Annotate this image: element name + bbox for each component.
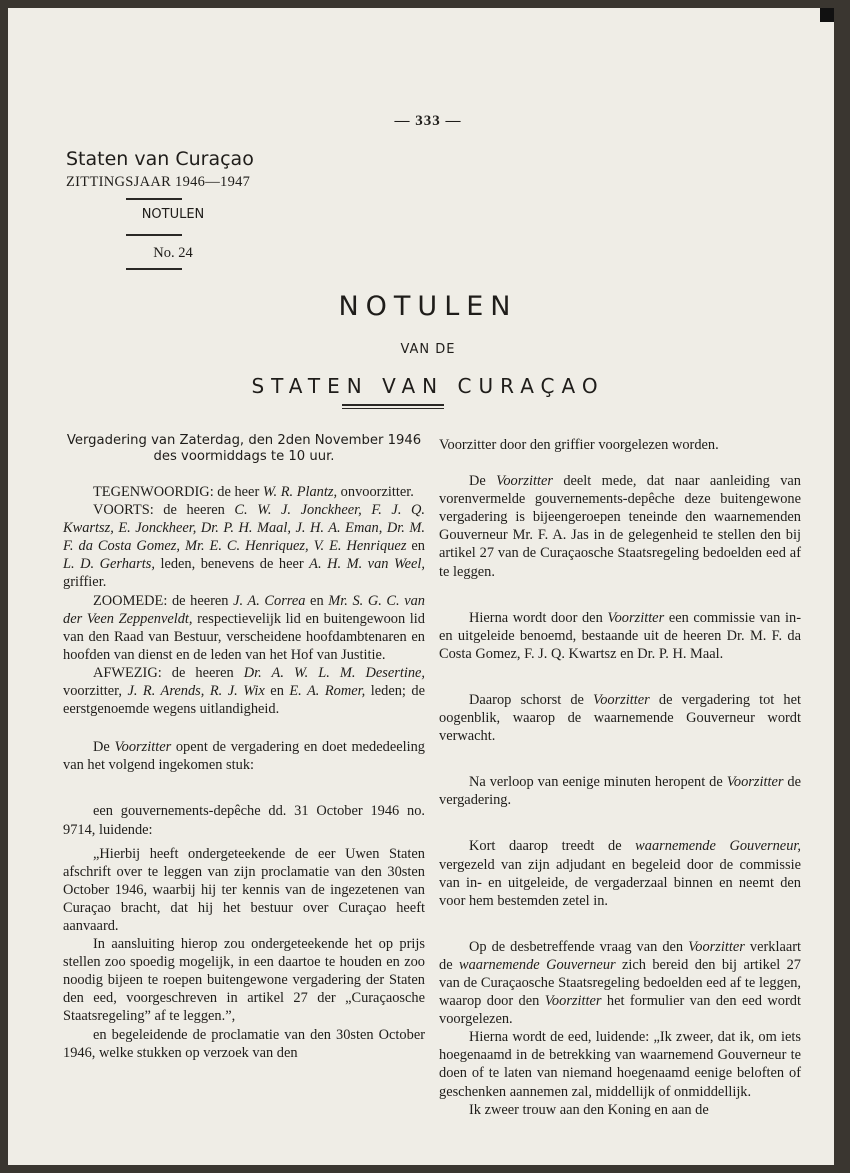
paragraph-enter: Kort daarop treedt de waarnemende Gouverneur, vergezeld van zijn adjudant en begeleid door de commissie van in- en uitgeleide, de vergaderzaal binnen en neemt den voor hem bestemden zetel in. <box>439 838 801 909</box>
paragraph-absent: AFWEZIG: de heeren Dr. A. W. L. M. Desertine, voorzitter, J. R. Arends, R. J. Wix en E. A. Romer, leden; de eerstgenoemde wegens uitlandigheid. <box>63 664 426 718</box>
left-column <box>63 433 425 1062</box>
paragraph-commission: Hierna wordt door den Voorzitter een commissie van in- en uitgeleide benoemd, bestaande uit de heeren Dr. M. F. da Costa Gomez, F. J. Q. Kwartsz en Dr. P. H. Maal. <box>439 609 801 662</box>
document-page <box>8 8 834 1165</box>
header-title: Staten van Curaçao <box>66 148 254 170</box>
right-column <box>439 436 801 1119</box>
paragraph-opens: De Voorzitter opent de vergadering en doet mededeeling van het volgend ingekomen stuk: <box>63 739 425 774</box>
minutes-number: No. 24 <box>153 245 193 261</box>
title-underline <box>342 408 444 409</box>
subtitle: VAN DE <box>400 342 456 357</box>
paragraph-present: TEGENWOORDIG: de heer W. R. Plantz, onvoorzitter. <box>93 484 414 500</box>
main-title: NOTULEN <box>338 291 518 322</box>
paragraph-swear: Ik zweer trouw aan den Koning en aan de <box>469 1101 709 1118</box>
meeting-heading: Vergadering van Zaterdag, den 2den November 1946 des voormiddags te 10 uur. <box>66 433 422 464</box>
paragraph-reopen: Na verloop van eenige minuten heropent de Voorzitter de vergadering. <box>439 774 802 809</box>
paragraph-read: Voorzitter door den griffier voorgelezen worden. <box>439 437 719 453</box>
paragraph-question: Op de desbetreffende vraag van den Voorzitter verklaart de waarnemende Gouverneur zich bereid den bij artikel 27 van de Curaçaosche Staatsregeling bedoelden eed af te leggen, waarop door den Voorzitter het formulier van den eed wordt voorgelezen. <box>439 938 802 1028</box>
paragraph-informs: De Voorzitter deelt mede, dat naar aanleiding van vorenvermelde gouvernements-depêche deze buitengewone vergadering is bijeengeroepen teneinde den waarnemenden Gouverneur Mr. F. A. Jas in de gelegenheid te stellen den bij artikel 27 van de Curaçaosche Staatsregeling bedoelden eed af te leggen. <box>439 473 801 580</box>
paragraph-suspend: Daarop schorst de Voorzitter de vergadering tot het oogenblik, waarop de waarnemende Gouverneur wordt verwacht. <box>439 691 801 745</box>
paragraph-quote-1: „Hierbij heeft ondergeteekende de eer Uwen Staten afschrift over te leggen van zijn proclamatie van den 30sten October 1946, waarbij hij ter kennis van de ingezetenen van Curaçao bracht, dat hij het bestuur over Curaçao heeft aanvaard. <box>63 845 425 934</box>
paragraph-accompany: en begeleidende de proclamatie van den 30sten October 1946, welke stukken op verzoek van den <box>63 1026 425 1061</box>
corner-mark <box>820 8 834 22</box>
title-underline <box>342 404 444 406</box>
divider <box>126 268 182 270</box>
paragraph-quote-2: In aansluiting hierop zou ondergeteekende het op prijs stellen zoo spoedig mogelijk, in een daartoe te houden en zoo noodig bijeen te roepen buitengewone vergadering der Staten den eed, voorgeschreven in artikel 27 der „Curaçaosche Staatsregeling” af te leggen.”, <box>63 936 425 1025</box>
paragraph-further-present: ZOOMEDE: de heeren J. A. Correa en Mr. S. G. C. van der Veen Zeppenveldt, respectievelijk lid en buitengewoon lid van den Raad van Bestuur, verscheidene hoofdambtenaren en hoofden van dienst en de leden van het Hof van Justitie. <box>63 592 425 663</box>
session-year: ZITTINGSJAAR 1946—1947 <box>66 174 251 190</box>
page-number: — 333 — <box>394 113 462 129</box>
divider <box>126 234 182 236</box>
paragraph-depeche: een gouvernements-depêche dd. 31 October 1946 no. 9714, luidende: <box>63 803 425 838</box>
minutes-label: NOTULEN <box>141 207 205 222</box>
paragraph-oath: Hierna wordt de eed, luidende: „Ik zweer, dat ik, om iets hoegenaamd in de betrekking van waarnemend Gouverneur te doen of te laten van niemand hoegenaamd eenige beloften of geschenken aannemen zal, middellijk of onmiddellijk. <box>439 1029 801 1100</box>
divider <box>126 198 182 200</box>
paragraph-also-present: VOORTS: de heeren C. W. J. Jonckheer, F. J. Q. Kwartsz, E. Jonckheer, Dr. P. H. Maal, J. H. A. Eman, Dr. M. F. da Costa Gomez, Mr. E. C. Henriquez, V. E. Henriquez en L. D. Gerharts, leden, benevens de heer A. H. M. van Weel, griffier. <box>63 502 426 591</box>
body-title: STATEN VAN CURAÇAO <box>251 374 605 398</box>
